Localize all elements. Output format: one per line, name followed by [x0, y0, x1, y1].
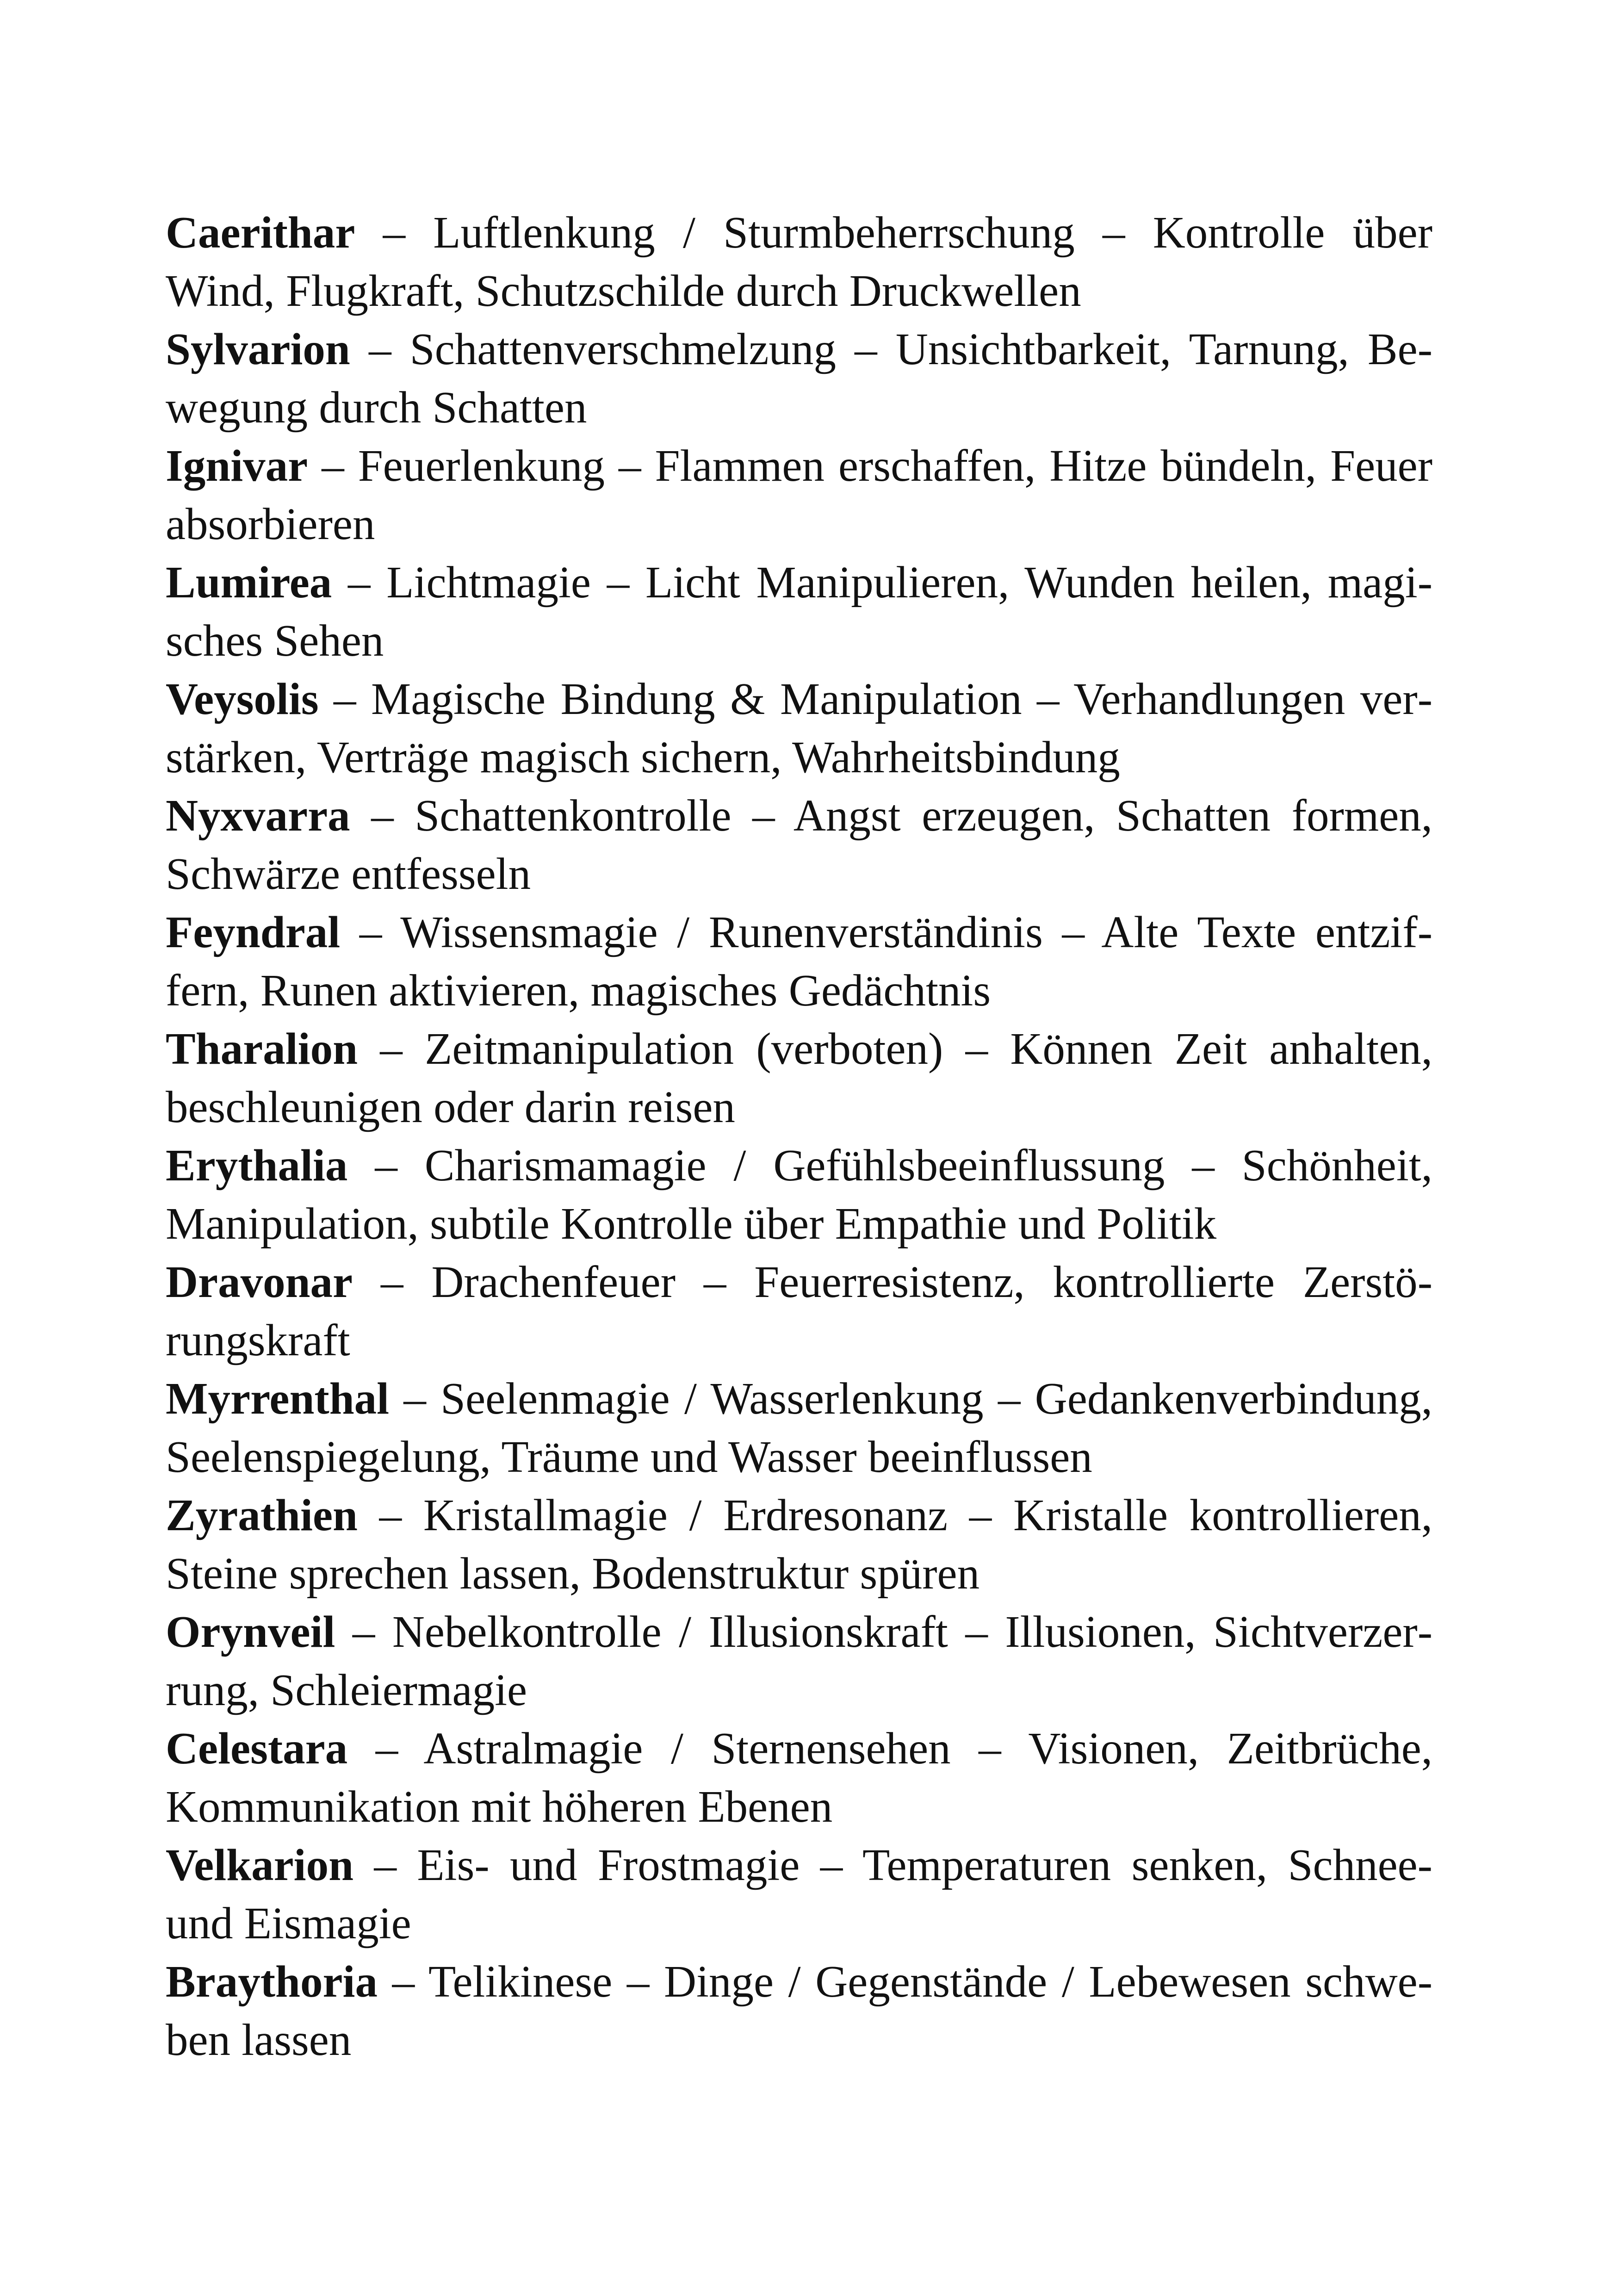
entry-name: Dravonar — [166, 1257, 353, 1307]
list-item — [166, 204, 1432, 320]
entry-name: Sylvarion — [166, 324, 350, 374]
entry-description: – Kristallmagie / Erdresonanz – Kristalle kontrollieren, Steine sprechen lassen, Bodenstruktur spüren — [166, 1490, 1432, 1598]
list-item — [166, 1603, 1432, 1719]
entry-name: Orynveil — [166, 1607, 335, 1657]
list-item — [166, 1836, 1432, 1953]
list-item — [166, 1719, 1432, 1836]
entry-name: Ignivar — [166, 441, 308, 490]
list-item — [166, 1370, 1432, 1486]
list-item — [166, 553, 1432, 670]
entry-description: – Seelenmagie / Wasserlenkung – Gedankenverbindung, Seelenspiegelung, Träume und Wasser beeinflussen — [166, 1374, 1432, 1482]
entry-description: – Schattenkontrolle – Angst erzeugen, Schatten formen, Schwärze entfesseln — [166, 791, 1432, 899]
entry-name: Velkarion — [166, 1840, 354, 1890]
entry-name: Nyxvarra — [166, 791, 350, 840]
entry-description: – Wissensmagie / Runenverständinis – Alte Texte entziffern, Runen aktivieren, magisches Gedächtnis — [166, 907, 1432, 1015]
entry-description: – Luftlenkung / Sturmbeherrschung – Kontrolle über Wind, Flugkraft, Schutzschilde durch Druckwellen — [166, 208, 1432, 316]
list-item — [166, 903, 1432, 1020]
list-item — [166, 437, 1432, 553]
entry-name: Feyndral — [166, 907, 341, 957]
entry-description: – Charismamagie / Gefühlsbeeinflussung – Schönheit, Manipulation, subtile Kontrolle über Empathie und Politik — [166, 1141, 1432, 1248]
list-item — [166, 1253, 1432, 1370]
entry-description: – Telikinese – Dinge / Gegenstände / Lebewesen schweben lassen — [166, 1957, 1432, 2065]
entry-name: Myrrenthal — [166, 1374, 390, 1423]
entry-description: – Magische Bindung & Manipulation – Verhandlungen verstärken, Verträge magisch sichern, Wahrheitsbindung — [166, 674, 1432, 782]
entry-name: Celestara — [166, 1724, 348, 1773]
list-item — [166, 1953, 1432, 2069]
entry-description: – Feuerlenkung – Flammen erschaffen, Hitze bündeln, Feuer absorbieren — [166, 441, 1432, 549]
entry-name: Zyrathien — [166, 1490, 358, 1540]
entry-name: Erythalia — [166, 1141, 348, 1190]
entry-description: – Drachenfeuer – Feuerresistenz, kontrollierte Zerstörungskraft — [166, 1257, 1432, 1365]
entry-description: – Lichtmagie – Licht Manipulieren, Wunden heilen, magisches Sehen — [166, 558, 1432, 665]
entry-description: – Astralmagie / Sternensehen – Visionen, Zeitbrüche, Kommunikation mit höheren Ebenen — [166, 1724, 1432, 1831]
entry-name: Veysolis — [166, 674, 319, 724]
entry-name: Tharalion — [166, 1024, 358, 1074]
entry-name: Braythoria — [166, 1957, 378, 2006]
list-item — [166, 1136, 1432, 1253]
list-item — [166, 320, 1432, 437]
magic-list — [166, 204, 1432, 2069]
list-item — [166, 670, 1432, 787]
entry-name: Lumirea — [166, 558, 332, 607]
entry-description: – Eis- und Frostmagie – Temperaturen senken, Schnee- und Eismagie — [166, 1840, 1432, 1948]
list-item — [166, 1486, 1432, 1603]
list-item — [166, 787, 1432, 903]
entry-name: Caerithar — [166, 208, 355, 257]
entry-description: – Nebelkontrolle / Illusionskraft – Illusionen, Sichtverzerrung, Schleiermagie — [166, 1607, 1432, 1715]
entry-description: – Schattenverschmelzung – Unsichtbarkeit, Tarnung, Bewegung durch Schatten — [166, 324, 1432, 432]
list-item — [166, 1020, 1432, 1136]
entry-description: – Zeitmanipulation (verboten) – Können Zeit anhalten, beschleunigen oder darin reisen — [166, 1024, 1432, 1132]
